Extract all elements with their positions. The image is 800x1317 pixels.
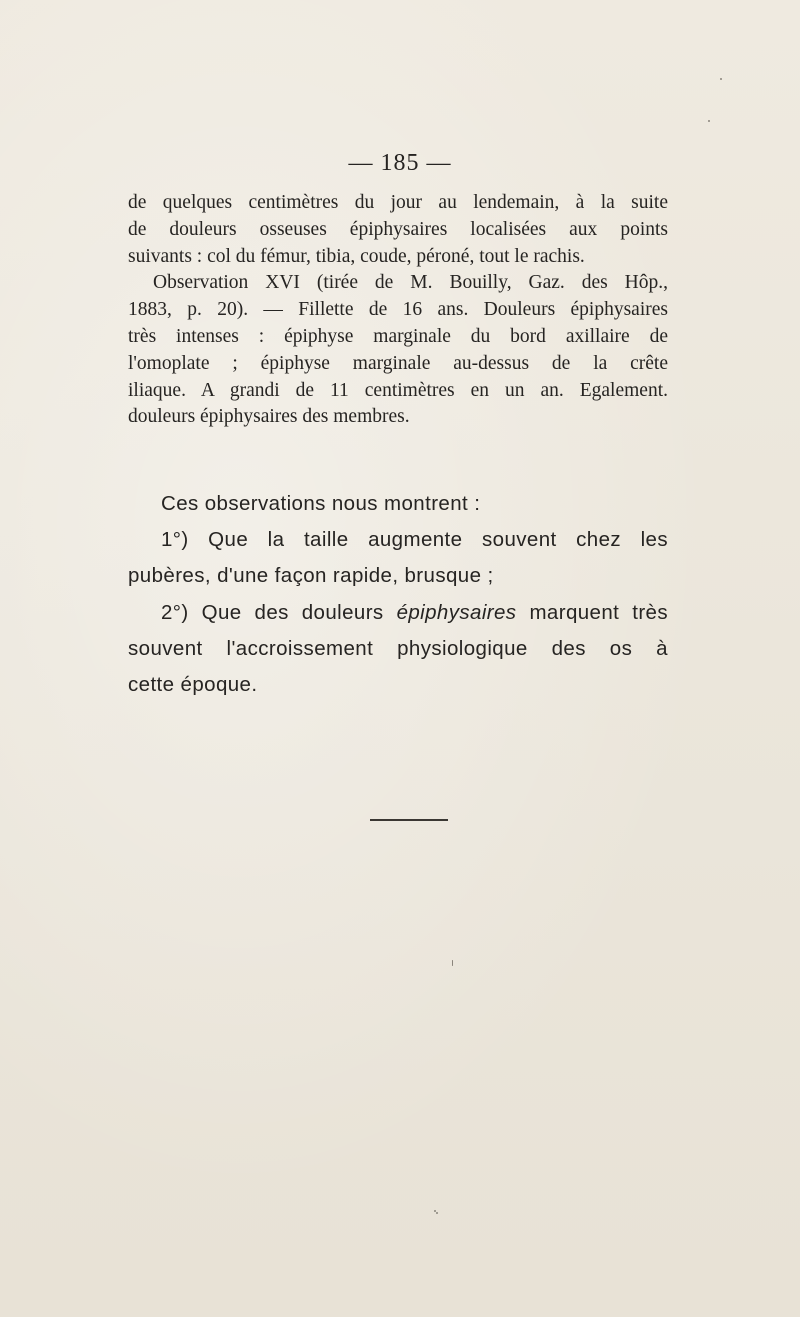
text-line: douleurs épiphysaires des membres.	[128, 406, 410, 428]
emphasized-term: épiphysaires	[396, 600, 517, 624]
conclusion-text	[128, 486, 668, 703]
text-line: très intenses : épiphyse marginale du bord axillaire de	[128, 325, 668, 347]
paper-speck	[452, 960, 453, 966]
observation-text	[128, 190, 668, 431]
text-line: iliaque. A grandi de 11 centimètres en un an. Egalement.	[128, 379, 668, 401]
text-line: de douleurs osseuses épiphysaires localisées aux points	[128, 218, 668, 240]
text-run: 2°) Que des douleurs	[161, 600, 397, 624]
text-line: souvent l'accroissement physiologique des os à	[128, 636, 668, 660]
text-line	[128, 595, 668, 631]
text-line: l'omoplate ; épiphyse marginale au-dessus de la crête	[128, 352, 668, 374]
page-number: — 185 —	[348, 150, 452, 176]
text-line: 1°) Que la taille augmente souvent chez les	[161, 528, 668, 552]
paper-speck	[436, 1212, 438, 1214]
text-run: marquent très	[516, 600, 668, 624]
text-line: 1883, p. 20). — Fillette de 16 ans. Douleurs épiphysaires	[128, 299, 668, 321]
section-rule	[370, 819, 448, 821]
paper-speck	[720, 78, 722, 80]
text-line: de quelques centimètres du jour au lendemain, à la suite	[128, 192, 668, 213]
paper-speck	[708, 120, 710, 122]
text-line: pubères, d'une façon rapide, brusque ;	[128, 564, 494, 588]
text-line: Observation XVI (tirée de M. Bouilly, Gaz. des Hôp.,	[153, 272, 668, 294]
conclusion-intro: Ces observations nous montrent :	[161, 492, 481, 515]
paper-speck	[434, 1210, 436, 1212]
text-line: cette époque.	[128, 673, 258, 697]
text-line: suivants : col du fémur, tibia, coude, péroné, tout le rachis.	[128, 245, 585, 267]
